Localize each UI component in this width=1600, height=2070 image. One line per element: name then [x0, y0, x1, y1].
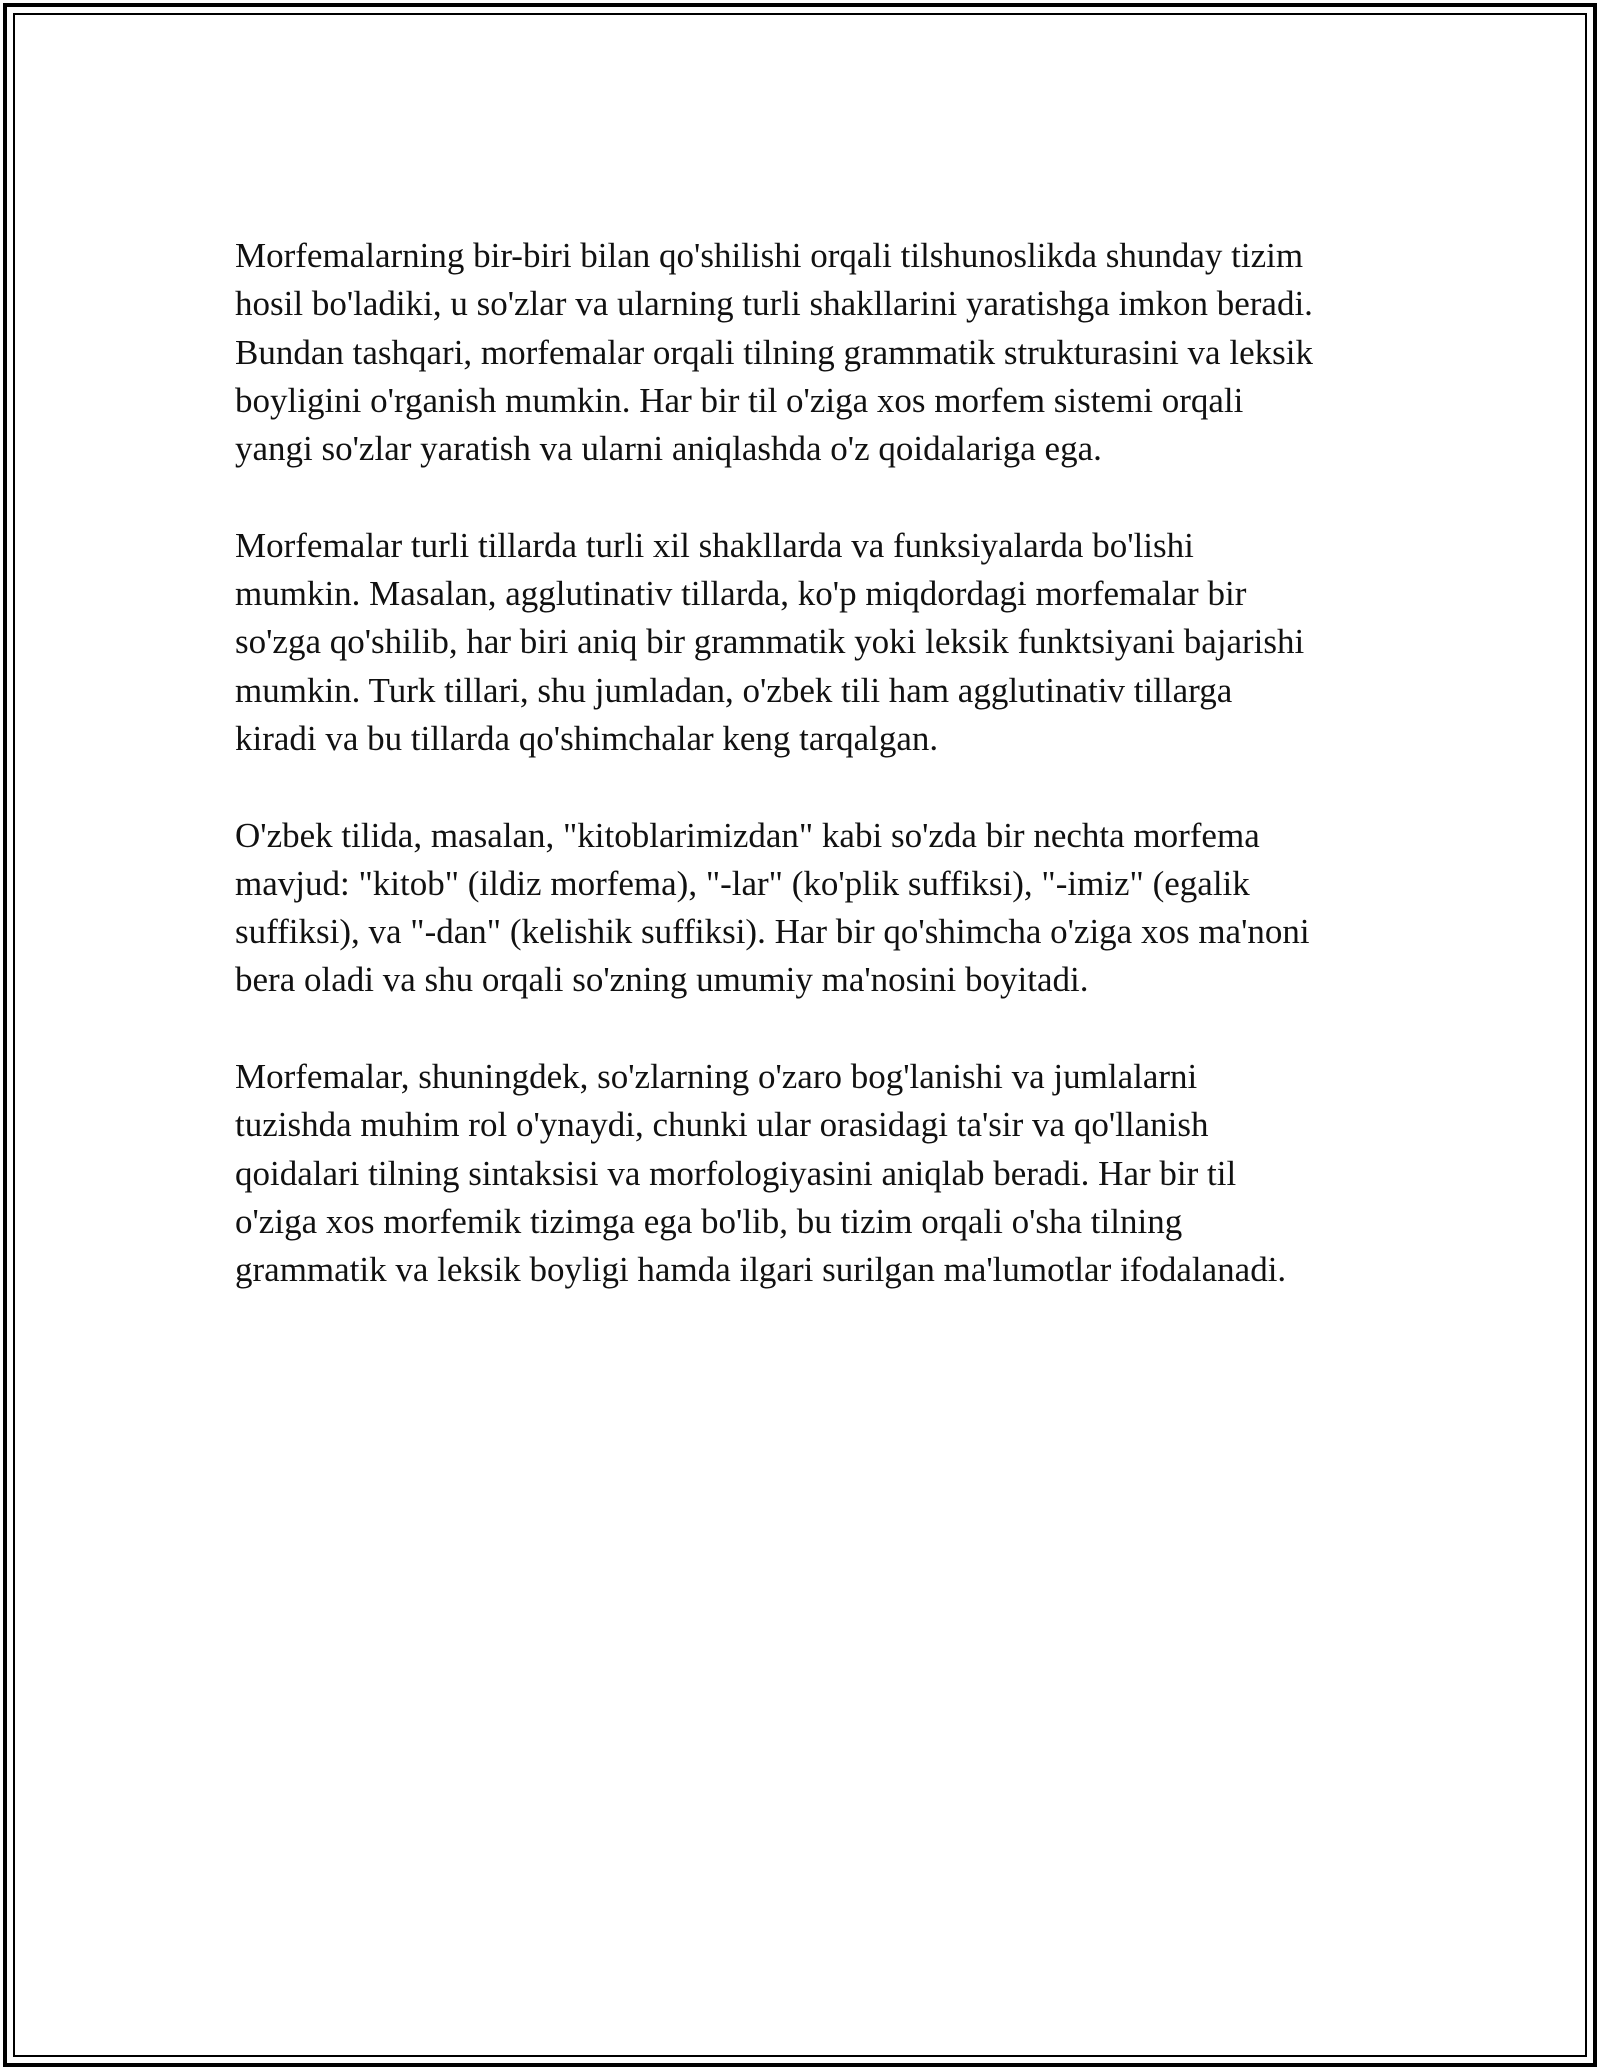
- paragraph-2: Morfemalar turli tillarda turli xil shakllarda va funksiyalarda bo'lishi mumkin. Masalan, agglutinativ tillarda, ko'p miqdordagi morfemalar bir so'zga qo'shilib, har biri aniq bir grammatik yoki leksik funktsiyani bajarishi mumkin. Turk tillari, shu jumladan, o'zbek tili ham agglutinativ tillarga kiradi va bu tillarda qo'shimchalar keng tarqalgan.: [235, 525, 1305, 758]
- paragraph-1: Morfemalarning bir-biri bilan qo'shilishi orqali tilshunoslikda shunday tizim hosil bo'ladiki, u so'zlar va ularning turli shakllarini yaratishga imkon beradi. Bundan tashqari, morfemalar orqali tilning grammatik strukturasini va leksik boyligini o'rganish mumkin. Har bir til o'ziga xos morfem sistemi orqali yangi so'zlar yaratish va ularni aniqlashda o'z qoidalariga ega.: [235, 236, 1313, 469]
- paragraph-4: Morfemalar, shuningdek, so'zlarning o'zaro bog'lanishi va jumlalarni tuzishda muhim rol o'ynaydi, chunki ular orasidagi ta'sir va qo'llanish qoidalari tilning sintaksisi va morfologiyasini aniqlab beradi. Har bir til o'ziga xos morfemik tizimga ega bo'lib, bu tizim orqali o'sha tilning grammatik va leksik boyligi hamda ilgari surilgan ma'lumotlar ifodalanadi.: [235, 1057, 1287, 1290]
- paragraph-3: O'zbek tilida, masalan, "kitoblarimizdan" kabi so'zda bir nechta morfema mavjud: "kitob" (ildiz morfema), "-lar" (ko'plik suffiksi), "-imiz" (egalik suffiksi), va "-dan" (kelishik suffiksi). Har bir qo'shimcha o'ziga xos ma'noni bera oladi va shu orqali so'zning umumiy ma'nosini boyitadi.: [235, 815, 1310, 1000]
- document-body: [235, 232, 1385, 1343]
